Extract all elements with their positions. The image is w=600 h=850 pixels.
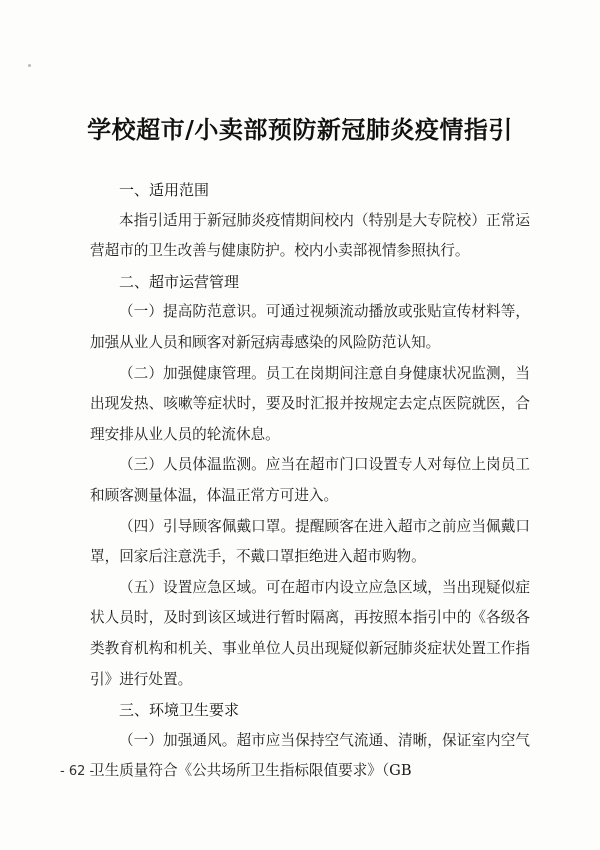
document-body: [90, 175, 530, 787]
paragraph: （一）加强通风。超市应当保持空气流通、清晰，保证室内空气卫生质量符合《公共场所卫生指标限值要求》（GB: [90, 731, 530, 780]
paragraph: （五）设置应急区域。可在超市内设立应急区域，当出现疑似症状人员时，及时到该区域进行暂时隔离，再按照本指引中的《各级各类教育机构和机关、事业单位人员出现疑似新冠肺炎症状处置工作指引》进行处置。: [90, 578, 530, 688]
paragraph: （三）人员体温监测。应当在超市门口设置专人对每位上岗员工和顾客测量体温，体温正常方可进入。: [90, 456, 530, 504]
scan-speck: [28, 64, 31, 67]
section-heading: 三、环境卫生要求: [119, 701, 240, 720]
page-number: - 62 -: [60, 764, 95, 779]
section-heading: 二、超市运营管理: [119, 272, 240, 291]
paragraph: 本指引适用于新冠肺炎疫情期间校内（特别是大专院校）正常运营超市的卫生改善与健康防护。校内小卖部视情参照执行。: [90, 211, 530, 260]
paragraph: （一）提高防范意识。可通过视频流动播放或张贴宣传材料等，加强从业人员和顾客对新冠病毒感染的风险防范认知。: [90, 303, 530, 351]
section-heading: 一、适用范围: [119, 181, 210, 199]
paragraph: （二）加强健康管理。员工在岗期间注意自身健康状况监测，当出现发热、咳嗽等症状时，要及时汇报并按规定去定点医院就医，合理安排从业人员的轮流休息。: [90, 364, 530, 443]
paragraph: （四）引导顾客佩戴口罩。提醒顾客在进入超市之前应当佩戴口罩，回家后注意洗手，不戴口罩拒绝进入超市购物。: [90, 517, 530, 566]
document-title: 学校超市/小卖部预防新冠肺炎疫情指引: [87, 115, 513, 144]
